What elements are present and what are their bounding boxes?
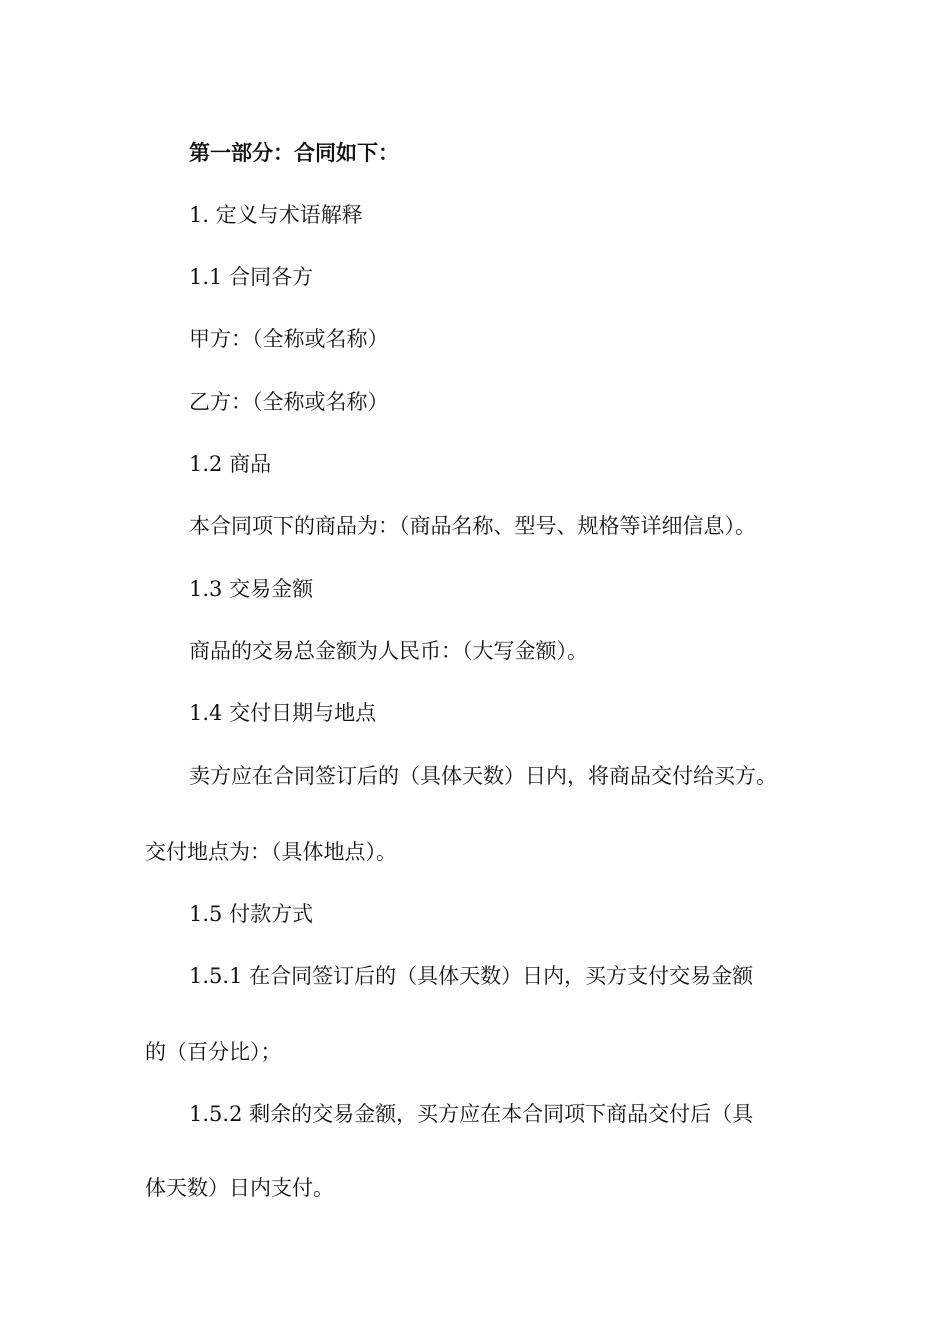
section-heading: 第一部分：合同如下： bbox=[189, 140, 399, 165]
payment-2-line-1: 1.5.2 剩余的交易金额，买方应在本合同项下商品交付后（具 bbox=[189, 1102, 754, 1126]
clause-1-5-title: 1.5 付款方式 bbox=[189, 902, 314, 926]
payment-1-line-1: 1.5.1 在合同签订后的（具体天数）日内，买方支付交易金额 bbox=[189, 964, 754, 988]
clause-1-1-title: 1.1 合同各方 bbox=[189, 265, 314, 289]
clause-1-2-title: 1.2 商品 bbox=[189, 452, 272, 476]
amount-description: 商品的交易总金额为人民币：（大写金额）。 bbox=[189, 639, 588, 663]
clause-1-3-title: 1.3 交易金额 bbox=[189, 577, 314, 601]
clause-1-4-title: 1.4 交付日期与地点 bbox=[189, 701, 377, 725]
party-a-line: 甲方：（全称或名称） bbox=[189, 327, 389, 351]
delivery-paragraph-line-1: 卖方应在合同签订后的（具体天数）日内，将商品交付给买方。 bbox=[189, 764, 777, 788]
payment-1-line-2: 的（百分比）； bbox=[145, 1040, 282, 1064]
goods-description: 本合同项下的商品为：（商品名称、型号、规格等详细信息）。 bbox=[189, 514, 756, 538]
clause-1-title: 1. 定义与术语解释 bbox=[189, 203, 363, 227]
delivery-paragraph-line-2: 交付地点为：（具体地点）。 bbox=[145, 840, 397, 864]
party-b-line: 乙方：（全称或名称） bbox=[189, 390, 389, 414]
payment-2-line-2: 体天数）日内支付。 bbox=[145, 1176, 334, 1200]
